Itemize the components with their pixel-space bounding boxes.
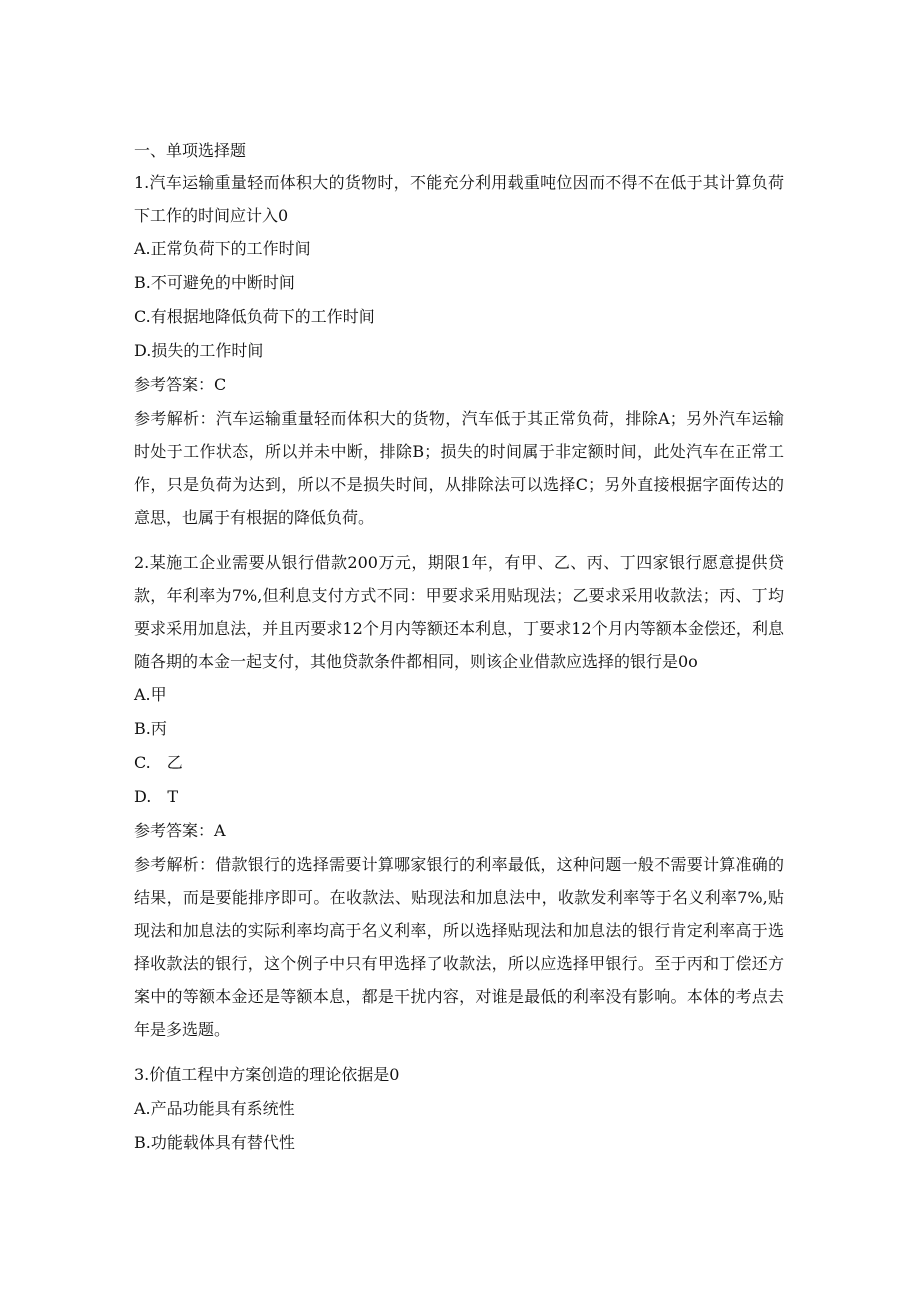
spacer bbox=[134, 1046, 784, 1058]
question-1-stem: 1.汽车运输重量轻而体积大的货物时，不能充分利用载重吨位因而不得不在低于其计算负荷下工作的时间应计入0 bbox=[134, 173, 784, 225]
question-2-option-c: C. 乙 bbox=[134, 753, 183, 772]
question-1 bbox=[134, 166, 784, 534]
question-2-answer: 参考答案：A bbox=[134, 821, 226, 840]
question-2-option-d: D. T bbox=[134, 787, 179, 806]
section-title: 一、单项选择题 bbox=[134, 141, 247, 160]
question-1-analysis: 参考解析：汽车运输重量轻而体积大的货物，汽车低于其正常负荷，排除A；另外汽车运输时处于工作状态，所以并未中断，排除B；损失的时间属于非定额时间，此处汽车在正常工作，只是负荷为达到，所以不是损失时间，从排除法可以选择C；另外直接根据字面传达的意思，也属于有根据的降低负荷。 bbox=[134, 409, 784, 527]
question-3-option-a: A.产品功能具有系统性 bbox=[134, 1099, 295, 1118]
question-2-stem: 2.某施工企业需要从银行借款200万元，期限1年，有甲、乙、丙、丁四家银行愿意提供贷款，年利率为7%,但利息支付方式不同：甲要求采用贴现法；乙要求采用收款法；丙、丁均要求采用加息法，并且丙要求12个月内等额还本利息，丁要求12个月内等额本金偿还，利息随各期的本金一起支付，其他贷款条件都相同，则该企业借款应选择的银行是0o bbox=[134, 553, 784, 671]
question-3-stem: 3.价值工程中方案创造的理论依据是0 bbox=[134, 1065, 400, 1084]
question-3 bbox=[134, 1058, 784, 1160]
question-1-option-a: A.正常负荷下的工作时间 bbox=[134, 239, 311, 258]
question-1-option-d: D.损失的工作时间 bbox=[134, 341, 264, 360]
question-3-option-b: B.功能载体具有替代性 bbox=[134, 1133, 295, 1152]
question-2-option-a: A.甲 bbox=[134, 685, 167, 704]
question-1-answer: 参考答案：C bbox=[134, 375, 227, 394]
question-2-analysis: 参考解析：借款银行的选择需要计算哪家银行的利率最低，这种问题一般不需要计算准确的结果，而是要能排序即可。在收款法、贴现法和加息法中，收款发利率等于名义利率7%,贴现法和加息法的实际利率均高于名义利率，所以选择贴现法和加息法的银行肯定利率高于选择收款法的银行，这个例子中只有甲选择了收款法，所以应选择甲银行。至于丙和丁偿还方案中的等额本金还是等额本息，都是干扰内容，对谁是最低的利率没有影响。本体的考点去年是多选题。 bbox=[134, 855, 784, 1039]
question-2-option-b: B.丙 bbox=[134, 719, 167, 738]
spacer bbox=[134, 534, 784, 546]
question-1-option-b: B.不可避免的中断时间 bbox=[134, 273, 295, 292]
document-page bbox=[134, 136, 784, 1160]
question-1-option-c: C.有根据地降低负荷下的工作时间 bbox=[134, 307, 375, 326]
question-2 bbox=[134, 546, 784, 1046]
